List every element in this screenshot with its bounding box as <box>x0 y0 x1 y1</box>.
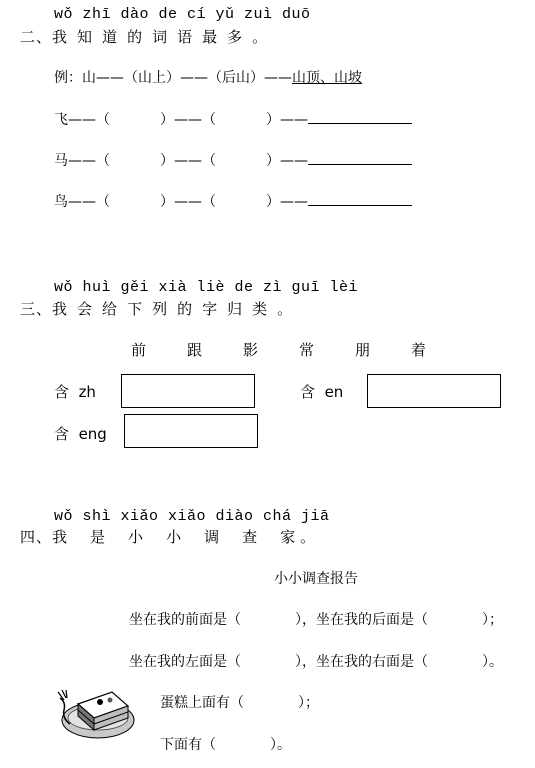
heading-word: 下 <box>127 300 144 318</box>
report-line-left-right <box>129 651 503 671</box>
heading-word: 类 <box>252 300 269 318</box>
heading-word: 。 <box>252 28 269 46</box>
example-line <box>54 67 362 87</box>
row-char: 鸟 <box>54 194 68 210</box>
heading-word: 词 <box>152 28 169 46</box>
answer-line[interactable] <box>308 109 412 124</box>
heading-word: 多 <box>227 28 244 46</box>
section4-number: 四、 <box>20 528 53 546</box>
section4-heading <box>20 526 325 547</box>
heading-word: 最 <box>202 28 219 46</box>
char-item: 着 <box>411 341 427 359</box>
row-end: ）—— <box>266 112 308 128</box>
report-text: 坐在我的左面是（ <box>129 654 241 670</box>
heading-word: 知 <box>77 28 94 46</box>
heading-word: 我 <box>52 528 69 546</box>
report-text: ）； <box>482 612 503 628</box>
heading-word: 。 <box>300 528 317 546</box>
heading-word: 调 <box>204 528 221 546</box>
report-text: 下面有（ <box>160 737 216 753</box>
report-text: ），坐在我的后面是（ <box>295 612 428 628</box>
section2-pinyin: wǒ zhī dào de cí yǔ zuì duō <box>54 6 311 23</box>
word-row-ma <box>54 150 412 170</box>
char-item: 常 <box>299 341 315 359</box>
heading-word: 会 <box>77 300 94 318</box>
char-item: 前 <box>131 341 147 359</box>
section2-heading <box>20 26 277 47</box>
section3-number: 三、 <box>20 300 53 318</box>
example-prefix: 例：山——（山上）——（后山）—— <box>54 70 292 86</box>
row-sep: ——（ <box>68 194 110 210</box>
report-text: 坐在我的前面是（ <box>129 612 241 628</box>
group-en-box[interactable] <box>367 374 501 408</box>
char-item: 影 <box>243 341 259 359</box>
report-line-cake-top <box>160 692 319 712</box>
char-item: 跟 <box>187 341 203 359</box>
section4-pinyin: wǒ shì xiǎo xiǎo diào chá jiā <box>54 508 330 525</box>
report-text: ）。 <box>482 654 503 670</box>
group-han: 含 <box>300 383 316 401</box>
row-char: 马 <box>54 153 68 169</box>
section3-heading <box>20 298 302 319</box>
group-eng-label <box>54 423 107 444</box>
row-end: ）—— <box>266 194 308 210</box>
answer-line[interactable] <box>308 191 412 206</box>
cake-illustration <box>54 678 138 742</box>
heading-word: 列 <box>152 300 169 318</box>
group-en-label <box>300 381 343 402</box>
word-row-fei <box>54 109 412 129</box>
heading-word: 归 <box>227 300 244 318</box>
group-zh-box[interactable] <box>121 374 255 408</box>
group-zh-label <box>54 381 96 402</box>
heading-word: 字 <box>202 300 219 318</box>
row-mid: ）——（ <box>160 194 216 210</box>
char-list <box>131 339 467 360</box>
heading-word: 语 <box>177 28 194 46</box>
word-row-niao <box>54 191 412 211</box>
heading-word: 家 <box>280 528 297 546</box>
report-text: ）。 <box>270 737 291 753</box>
group-han: 含 <box>54 425 70 443</box>
heading-word: 我 <box>52 28 69 46</box>
group-sound: zh <box>78 383 96 401</box>
heading-word: 的 <box>177 300 194 318</box>
heading-word: 给 <box>102 300 119 318</box>
heading-word: 查 <box>242 528 259 546</box>
section2-number: 二、 <box>20 28 53 46</box>
heading-word: 是 <box>90 528 107 546</box>
char-item: 朋 <box>355 341 371 359</box>
report-text: ），坐在我的右面是（ <box>295 654 428 670</box>
heading-word: 道 <box>102 28 119 46</box>
report-text: ）； <box>298 695 319 711</box>
report-text: 蛋糕上面有（ <box>160 695 244 711</box>
report-line-front-back <box>129 609 503 629</box>
report-title: 小小调查报告 <box>274 571 358 587</box>
row-mid: ）——（ <box>160 112 216 128</box>
row-sep: ——（ <box>68 153 110 169</box>
heading-word: 。 <box>277 300 294 318</box>
group-sound: en <box>324 383 344 401</box>
heading-word: 的 <box>127 28 144 46</box>
group-han: 含 <box>54 383 70 401</box>
answer-line[interactable] <box>308 150 412 165</box>
heading-word: 我 <box>52 300 69 318</box>
heading-word: 小 <box>128 528 145 546</box>
report-line-cake-bottom <box>160 734 291 754</box>
heading-word: 小 <box>166 528 183 546</box>
row-char: 飞 <box>54 112 68 128</box>
section3-pinyin: wǒ huì gěi xià liè de zì guī lèi <box>54 279 359 296</box>
row-end: ）—— <box>266 153 308 169</box>
example-answer: 山顶、山坡 <box>292 70 362 86</box>
group-sound: eng <box>78 425 107 443</box>
group-eng-box[interactable] <box>124 414 258 448</box>
row-mid: ）——（ <box>160 153 216 169</box>
row-sep: ——（ <box>68 112 110 128</box>
